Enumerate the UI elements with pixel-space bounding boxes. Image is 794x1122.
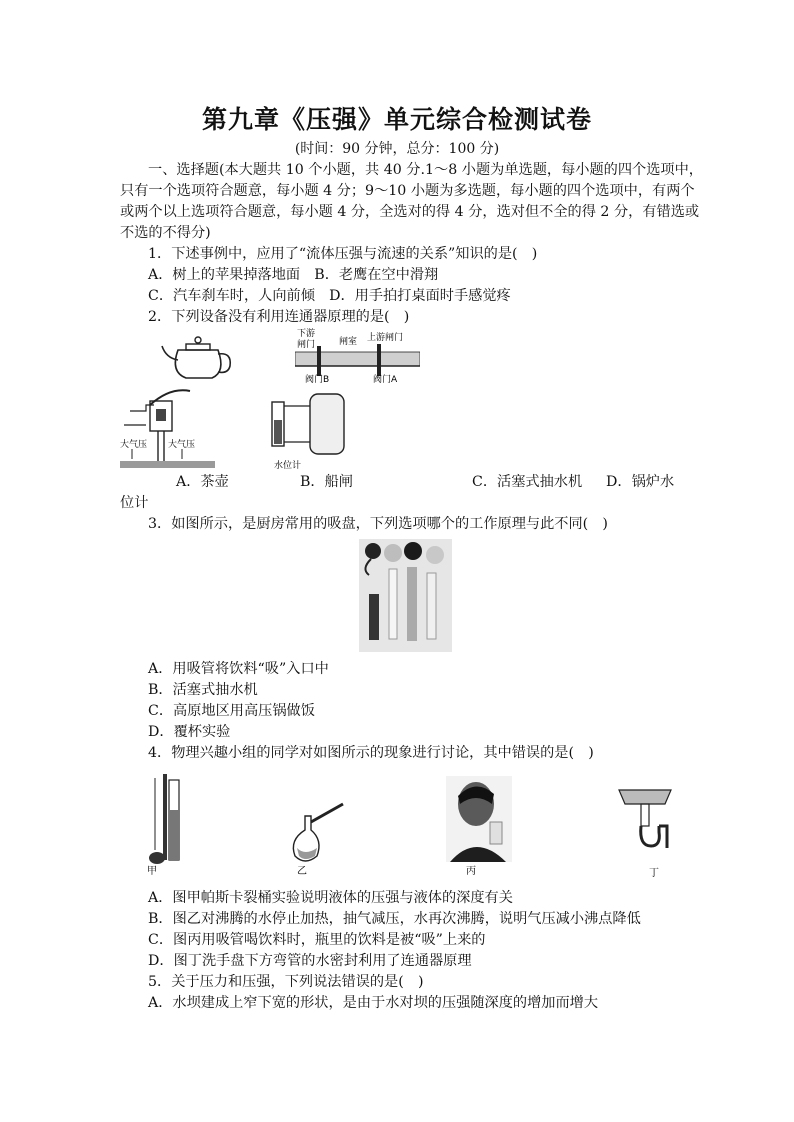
q2-option-d: D．锅炉水: [606, 474, 675, 490]
valve-b-label: 阀门B: [305, 375, 330, 384]
q4-option-d: D．图丁洗手盘下方弯管的水密封利用了连通器原理: [148, 953, 472, 969]
q1-stem: 1．下述事例中，应用了“流体压强与流速的关系”知识的是( ): [148, 246, 538, 262]
figure-label-yi: 乙: [297, 866, 307, 876]
q2-option-c: C．活塞式抽水机: [472, 474, 583, 490]
downstream-gate-label: 下游: [297, 329, 316, 339]
q3-option-c: C．高原地区用高压锅做饭: [148, 703, 315, 719]
boiling-flask-figure: [285, 800, 350, 876]
lock-chamber-label: 闸室: [339, 337, 358, 347]
valve-a-label: 阀门A: [373, 375, 398, 384]
q2-option-b: B．船闸: [300, 474, 353, 490]
water-gauge-label: 水位计: [274, 461, 302, 471]
pascal-barrel-figure: [145, 770, 195, 876]
q4-stem: 4．物理兴趣小组的同学对如图所示的现象进行讨论，其中错误的是( ): [148, 745, 594, 761]
q5-option-a: A．水坝建成上窄下宽的形状，是由于水对坝的压强随深度的增加而增大: [148, 995, 599, 1011]
section-heading-line-2: 只有一个选项符合题意，每小题 4 分；9～10 小题为多选题，每小题的四个选项中，有两个: [120, 183, 695, 199]
q4-option-b: B．图乙对沸腾的水停止加热，抽气减压，水再次沸腾，说明气压减小沸点降低: [148, 911, 641, 927]
section-heading-line-1: 一、选择题(本大题共 10 个小题，共 40 分.1～8 小题为单选题，每小题的四个选项中，: [148, 162, 703, 178]
section-heading-line-4: 不选的不得分): [120, 225, 211, 241]
q5-stem: 5．关于压力和压强，下列说法错误的是( ): [148, 974, 424, 990]
ship-lock-figure: [295, 326, 420, 384]
q3-option-d: D．覆杯实验: [148, 724, 231, 740]
page-title: 第九章《压强》单元综合检测试卷: [201, 105, 592, 134]
figure-label-ding: 丁: [649, 868, 659, 878]
atm-pressure-label-2: 大气压: [168, 440, 196, 450]
q1-options-cd: C．汽车刹车时，人向前倾 D．用手拍打桌面时手感觉疼: [148, 288, 511, 304]
drinking-straw-photo: [446, 776, 512, 876]
q2-option-d-continued: 位计: [120, 495, 149, 511]
atm-pressure-label-1: 大气压: [120, 440, 148, 450]
q3-option-a: A．用吸管将饮料“吸”入口中: [148, 661, 329, 677]
teapot-figure: [160, 328, 235, 383]
figure-label-jia: 甲: [147, 866, 157, 876]
q4-option-c: C．图丙用吸管喝饮料时，瓶里的饮料是被“吸”上来的: [148, 932, 486, 948]
figure-label-bing: 丙: [466, 866, 476, 876]
section-heading-line-3: 或两个以上选项符合题意，每小题 4 分，全选对的得 4 分，选对但不全的得 2 分，有错选或: [120, 204, 700, 220]
suction-cup-photo: [359, 539, 452, 652]
boiler-gauge-figure: [268, 390, 348, 472]
upstream-gate-label: 上游闸门: [367, 333, 404, 343]
piston-pump-figure: [120, 385, 215, 470]
page-subtitle: (时间：90 分钟，总分：100 分): [294, 141, 500, 157]
q3-option-b: B．活塞式抽水机: [148, 682, 258, 698]
q2-option-a: A．茶壶: [176, 474, 229, 490]
q4-option-a: A．图甲帕斯卡裂桶实验说明液体的压强与液体的深度有关: [148, 890, 513, 906]
sink-trap-figure: [615, 786, 675, 878]
q1-options-ab: A．树上的苹果掉落地面 B．老鹰在空中滑翔: [148, 267, 439, 283]
q3-stem: 3．如图所示，是厨房常用的吸盘，下列选项哪个的工作原理与此不同( ): [148, 516, 608, 532]
downstream-gate-label-2: 闸门: [297, 340, 316, 350]
q2-stem: 2．下列设备没有利用连通器原理的是( ): [148, 309, 410, 325]
